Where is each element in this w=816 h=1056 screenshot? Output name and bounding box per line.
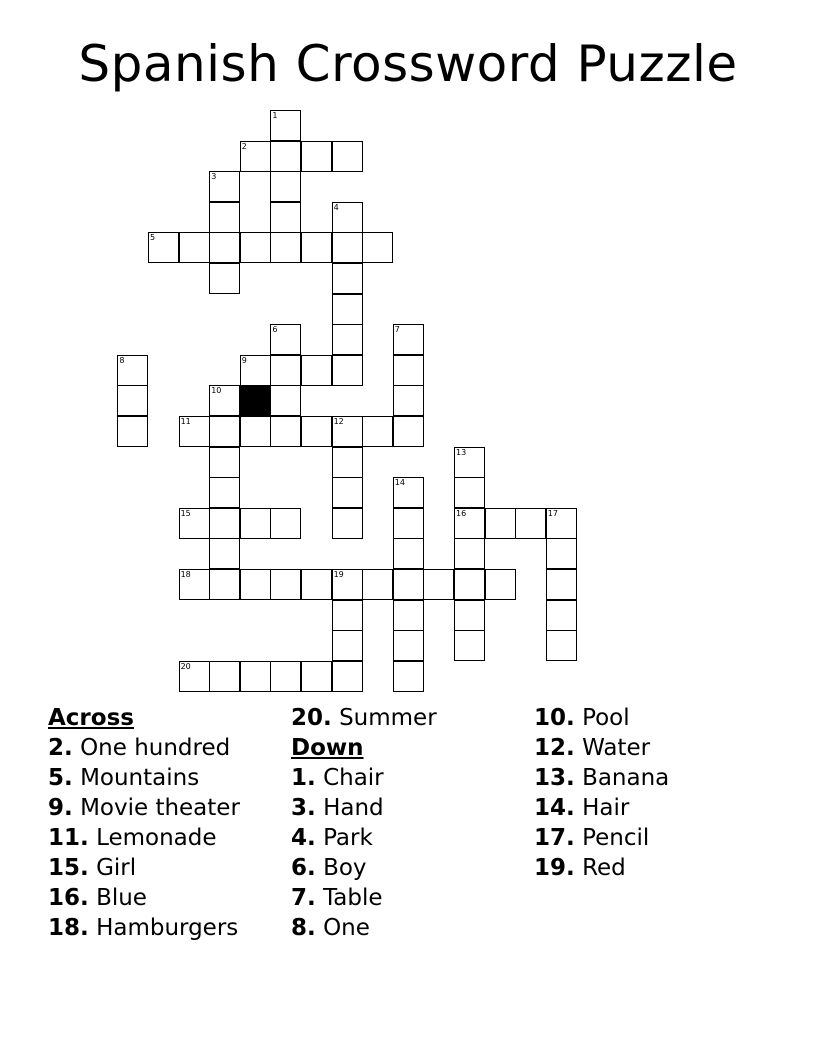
crossword-cell[interactable] — [454, 508, 485, 539]
crossword-cell[interactable] — [393, 661, 424, 692]
across-clue: 15. Girl — [48, 855, 137, 881]
crossword-cell[interactable] — [332, 661, 363, 692]
crossword-cell[interactable] — [332, 477, 363, 508]
crossword-cell[interactable] — [179, 508, 210, 539]
crossword-cell[interactable] — [332, 569, 363, 600]
crossword-cell[interactable] — [485, 508, 516, 539]
down-clue: 10. Pool — [534, 705, 630, 731]
down-clue: 12. Water — [534, 735, 651, 761]
crossword-cell[interactable] — [332, 355, 363, 386]
across-header: Across — [48, 705, 134, 731]
crossword-cell[interactable] — [332, 324, 363, 355]
crossword-cell[interactable] — [454, 477, 485, 508]
clue-number: 18 — [180, 570, 191, 579]
down-clue: 1. Chair — [291, 765, 384, 791]
clue-number: 12 — [333, 417, 344, 426]
clue-number: 10 — [211, 386, 222, 396]
across-clue: 9. Movie theater — [48, 795, 240, 821]
crossword-cell[interactable] — [332, 294, 363, 325]
crossword-cell[interactable] — [362, 416, 393, 447]
crossword-cell[interactable] — [393, 630, 424, 661]
crossword-cell[interactable] — [240, 141, 271, 172]
crossword-cell[interactable] — [270, 324, 301, 355]
crossword-cell[interactable] — [546, 600, 577, 631]
crossword-cell[interactable] — [393, 508, 424, 539]
clue-number: 20 — [180, 661, 191, 671]
crossword-cell[interactable] — [179, 416, 210, 447]
crossword-cell[interactable] — [454, 600, 485, 631]
crossword-cell[interactable] — [179, 661, 210, 692]
crossword-cell[interactable] — [454, 447, 485, 478]
crossword-cell[interactable] — [270, 141, 301, 172]
clue-number: 15 — [180, 508, 191, 518]
clue-number: 19 — [333, 570, 344, 579]
crossword-cell[interactable] — [270, 508, 301, 539]
crossword-cell[interactable] — [270, 385, 301, 416]
clue-number: 16 — [456, 508, 467, 518]
clue-number: 17 — [547, 508, 558, 518]
crossword-cell[interactable] — [240, 661, 271, 692]
crossword-cell[interactable] — [209, 447, 240, 478]
down-clue: 13. Banana — [534, 765, 670, 791]
clue-number: 14 — [394, 478, 405, 488]
across-clue: 18. Hamburgers — [48, 915, 239, 941]
crossword-cell[interactable] — [393, 569, 424, 600]
crossword-cell[interactable] — [332, 630, 363, 661]
crossword-cell[interactable] — [209, 385, 240, 416]
crossword-cell[interactable] — [301, 416, 332, 447]
crossword-cell[interactable] — [209, 171, 240, 202]
puzzle-title: Spanish Crossword Puzzle — [78, 35, 738, 93]
crossword-cell[interactable] — [301, 232, 332, 263]
crossword-cell[interactable] — [209, 508, 240, 539]
clue-column-2 — [291, 703, 437, 943]
crossword-cell[interactable] — [117, 385, 148, 416]
crossword-cell[interactable] — [209, 538, 240, 569]
crossword-cell[interactable] — [546, 630, 577, 661]
crossword-cell[interactable] — [454, 569, 485, 600]
crossword-cell[interactable] — [546, 538, 577, 569]
crossword-cell[interactable] — [301, 661, 332, 692]
crossword-cell[interactable] — [240, 569, 271, 600]
crossword-cell[interactable] — [270, 416, 301, 447]
crossword-cell[interactable] — [301, 569, 332, 600]
across-clue: 16. Blue — [48, 885, 147, 911]
crossword-cell[interactable] — [270, 110, 301, 141]
crossword-cell[interactable] — [332, 202, 363, 233]
crossword-cell[interactable] — [240, 232, 271, 263]
across-clue: 2. One hundred — [48, 735, 231, 761]
crossword-cell[interactable] — [240, 508, 271, 539]
crossword-cell[interactable] — [485, 569, 516, 600]
crossword-cell[interactable] — [209, 263, 240, 294]
clue-number: 9 — [241, 355, 247, 365]
crossword-cell[interactable] — [209, 661, 240, 692]
crossword-cell[interactable] — [515, 508, 546, 539]
clue-number: 6 — [272, 325, 278, 335]
crossword-cell[interactable] — [546, 508, 577, 539]
crossword-cell[interactable] — [393, 477, 424, 508]
clue-number: 11 — [180, 417, 191, 426]
crossword-cell[interactable] — [240, 416, 271, 447]
crossword-cell[interactable] — [332, 600, 363, 631]
crossword-cell[interactable] — [332, 508, 363, 539]
crossword-cell[interactable] — [270, 232, 301, 263]
clue-number: 8 — [119, 355, 125, 365]
crossword-cell[interactable] — [209, 232, 240, 263]
crossword-cell[interactable] — [270, 569, 301, 600]
crossword-cell[interactable] — [332, 263, 363, 294]
crossword-cell[interactable] — [332, 141, 363, 172]
clue-column-1 — [48, 703, 240, 943]
across-clue: 20. Summer — [291, 705, 437, 731]
crossword-cell[interactable] — [270, 661, 301, 692]
crossword-cell[interactable] — [117, 416, 148, 447]
clue-number: 2 — [241, 141, 247, 151]
down-clue: 6. Boy — [291, 855, 367, 881]
crossword-cell[interactable] — [301, 355, 332, 386]
crossword-cell[interactable] — [270, 171, 301, 202]
across-clue: 11. Lemonade — [48, 825, 217, 851]
down-clue: 3. Hand — [291, 795, 384, 821]
crossword-cell[interactable] — [209, 569, 240, 600]
crossword-cell[interactable] — [179, 569, 210, 600]
crossword-cell[interactable] — [454, 630, 485, 661]
clue-number: 3 — [211, 172, 217, 182]
crossword-cell[interactable] — [393, 538, 424, 569]
crossword-cell[interactable] — [393, 355, 424, 386]
crossword-cell[interactable] — [393, 416, 424, 447]
clue-column-3 — [534, 703, 669, 883]
down-clue: 7. Table — [291, 885, 383, 911]
crossword-cell[interactable] — [301, 141, 332, 172]
down-clue: 19. Red — [534, 855, 626, 881]
crossword-cell[interactable] — [148, 232, 179, 263]
down-clue: 4. Park — [291, 825, 373, 851]
crossword-cell[interactable] — [454, 538, 485, 569]
crossword-cell[interactable] — [117, 355, 148, 386]
clue-number: 1 — [272, 111, 278, 120]
across-clue: 5. Mountains — [48, 765, 200, 791]
crossword-cell[interactable] — [332, 232, 363, 263]
crossword-cell[interactable] — [423, 569, 454, 600]
crossword-cell[interactable] — [332, 416, 363, 447]
down-clue: 17. Pencil — [534, 825, 650, 851]
clue-number: 5 — [150, 233, 156, 243]
clue-number: 13 — [456, 447, 467, 457]
crossword-cell[interactable] — [362, 569, 393, 600]
crossword-cell[interactable] — [270, 202, 301, 233]
crossword-cell[interactable] — [179, 232, 210, 263]
crossword-cell[interactable] — [393, 600, 424, 631]
blocked-cell — [240, 385, 271, 416]
crossword-cell[interactable] — [362, 232, 393, 263]
crossword-cell[interactable] — [270, 355, 301, 386]
clue-number: 7 — [394, 325, 400, 335]
crossword-cell[interactable] — [209, 202, 240, 233]
crossword-cell[interactable] — [209, 477, 240, 508]
crossword-cell[interactable] — [332, 447, 363, 478]
crossword-cell[interactable] — [546, 569, 577, 600]
crossword-cell[interactable] — [393, 385, 424, 416]
down-clue: 8. One — [291, 915, 370, 941]
clue-number: 4 — [333, 202, 339, 212]
down-clue: 14. Hair — [534, 795, 630, 821]
crossword-cell[interactable] — [240, 355, 271, 386]
crossword-cell[interactable] — [393, 324, 424, 355]
crossword-cell[interactable] — [209, 416, 240, 447]
down-header: Down — [291, 735, 364, 761]
